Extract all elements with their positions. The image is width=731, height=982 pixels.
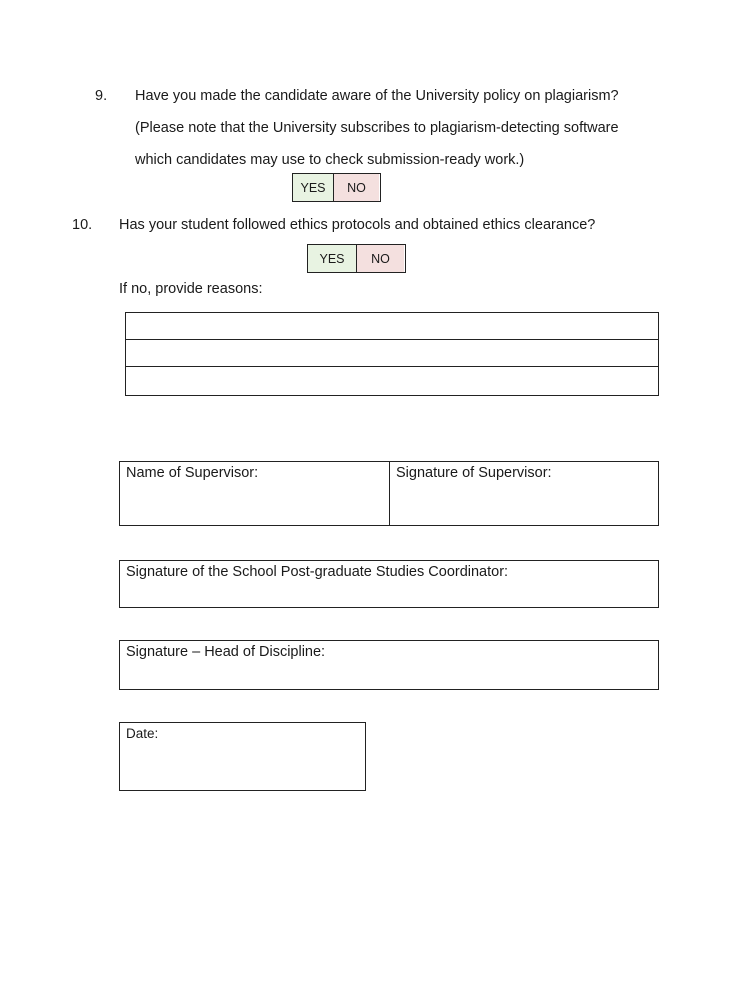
reason-line-2[interactable] (126, 340, 658, 367)
q9-number: 9. (95, 88, 108, 104)
supervisor-signature-field[interactable]: Signature of Supervisor: (396, 465, 552, 481)
reasons-table (125, 312, 659, 396)
supervisor-name-field[interactable]: Name of Supervisor: (126, 465, 259, 481)
q10-number: 10. (72, 217, 93, 233)
q9-note-line-2: which candidates may use to check submission-ready work.) (135, 152, 525, 168)
date-box (119, 722, 366, 791)
coordinator-signature-field[interactable]: Signature of the School Post-graduate Studies Coordinator: (126, 564, 509, 580)
reasons-prompt: If no, provide reasons: (119, 281, 263, 297)
q10-yes-no-toggle (307, 244, 406, 273)
q9-yes-option[interactable]: YES (293, 174, 334, 201)
head-signature-field[interactable]: Signature – Head of Discipline: (126, 644, 326, 660)
q10-no-option[interactable]: NO (357, 245, 404, 272)
q9-question: Have you made the candidate aware of the University policy on plagiarism? (135, 88, 619, 104)
date-field[interactable]: Date: (126, 726, 159, 741)
q9-note-line-1: (Please note that the University subscribes to plagiarism-detecting software (135, 120, 619, 136)
supervisor-divider (389, 462, 390, 525)
supervisor-box (119, 461, 659, 526)
q9-yes-no-toggle (292, 173, 381, 202)
q10-yes-option[interactable]: YES (308, 245, 357, 272)
reason-line-1[interactable] (126, 313, 658, 340)
reason-line-3[interactable] (126, 367, 658, 394)
coordinator-signature-box (119, 560, 659, 608)
q10-question: Has your student followed ethics protocols and obtained ethics clearance? (119, 217, 596, 233)
head-signature-box (119, 640, 659, 690)
q9-no-option[interactable]: NO (334, 174, 379, 201)
